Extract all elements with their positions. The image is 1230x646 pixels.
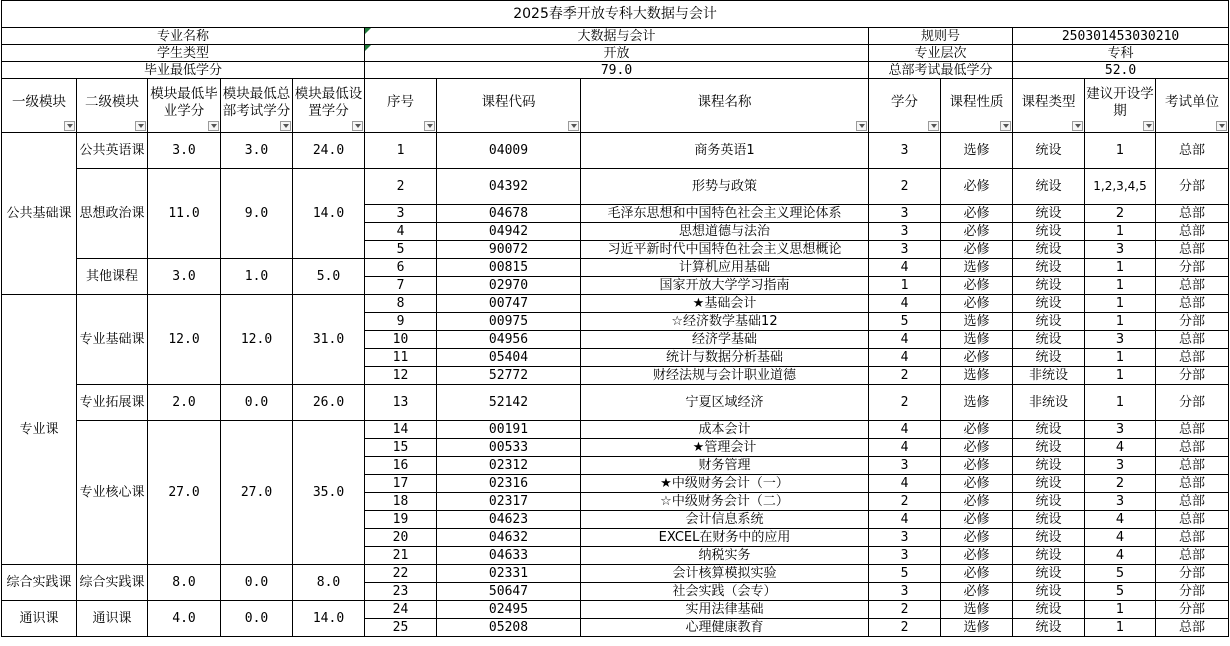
seq-cell[interactable]: 22 [365, 565, 437, 583]
course-name-cell[interactable]: 心理健康教育 [581, 619, 869, 637]
course-type-cell[interactable]: 统设 [1013, 493, 1085, 511]
exam-unit-cell[interactable]: 分部 [1156, 583, 1229, 601]
credit-cell[interactable]: 5 [869, 313, 941, 331]
exam-unit-cell[interactable]: 总部 [1156, 439, 1229, 457]
module-min-grad-cell[interactable]: 3.0 [148, 259, 221, 295]
exam-unit-cell[interactable]: 总部 [1156, 493, 1229, 511]
term-cell[interactable]: 4 [1085, 547, 1156, 565]
course-nature-cell[interactable]: 必修 [941, 223, 1013, 241]
course-code-cell[interactable]: 04956 [437, 331, 581, 349]
table-row [2, 421, 1229, 439]
credit-cell[interactable]: 3 [869, 529, 941, 547]
course-nature-cell[interactable]: 必修 [941, 493, 1013, 511]
seq-cell[interactable]: 11 [365, 349, 437, 367]
exam-unit-cell[interactable]: 总部 [1156, 349, 1229, 367]
course-code-cell[interactable]: 02317 [437, 493, 581, 511]
seq-cell[interactable]: 20 [365, 529, 437, 547]
course-type-cell[interactable]: 统设 [1013, 241, 1085, 259]
course-name-cell[interactable]: 宁夏区域经济 [581, 385, 869, 421]
module-min-hq-cell[interactable]: 27.0 [221, 421, 293, 565]
course-nature-cell[interactable]: 选修 [941, 133, 1013, 169]
course-code-cell[interactable]: 50647 [437, 583, 581, 601]
exam-unit-cell[interactable]: 总部 [1156, 619, 1229, 637]
level-label: 专业层次 [869, 45, 1013, 62]
table-row [2, 385, 1229, 421]
course-code-cell[interactable]: 02316 [437, 475, 581, 493]
course-code-cell[interactable]: 90072 [437, 241, 581, 259]
exam-unit-cell[interactable]: 总部 [1156, 295, 1229, 313]
filter-dropdown-icon[interactable] [352, 121, 363, 131]
course-name-cell[interactable]: 实用法律基础 [581, 601, 869, 619]
module-min-hq-cell[interactable]: 3.0 [221, 133, 293, 169]
course-name-cell[interactable]: 习近平新时代中国特色社会主义思想概论 [581, 241, 869, 259]
credit-cell[interactable]: 5 [869, 565, 941, 583]
exam-unit-cell[interactable]: 总部 [1156, 331, 1229, 349]
course-nature-cell[interactable]: 必修 [941, 295, 1013, 313]
filter-dropdown-icon[interactable] [1216, 121, 1227, 131]
course-code-cell[interactable]: 00747 [437, 295, 581, 313]
course-name-cell[interactable]: 社会实践（会专） [581, 583, 869, 601]
term-cell[interactable]: 4 [1085, 511, 1156, 529]
header-level2: 二级模块 [77, 79, 148, 133]
term-cell[interactable]: 3 [1085, 457, 1156, 475]
module-min-hq-cell[interactable]: 12.0 [221, 295, 293, 385]
exam-unit-cell[interactable]: 总部 [1156, 547, 1229, 565]
student-type-value[interactable]: 开放 [365, 45, 869, 62]
module-min-grad-cell[interactable]: 3.0 [148, 133, 221, 169]
course-nature-cell[interactable]: 必修 [941, 547, 1013, 565]
rule-label: 规则号 [869, 28, 1013, 45]
exam-unit-cell[interactable]: 总部 [1156, 421, 1229, 439]
filter-dropdown-icon[interactable] [135, 121, 146, 131]
exam-unit-cell[interactable]: 分部 [1156, 259, 1229, 277]
course-nature-cell[interactable]: 必修 [941, 529, 1013, 547]
term-cell[interactable]: 1 [1085, 619, 1156, 637]
module-min-hq-cell[interactable]: 0.0 [221, 385, 293, 421]
header-unit: 考试单位 [1156, 79, 1229, 133]
exam-unit-cell[interactable]: 总部 [1156, 475, 1229, 493]
term-cell[interactable]: 1 [1085, 277, 1156, 295]
module-min-hq-cell[interactable]: 1.0 [221, 259, 293, 295]
module-min-set-cell[interactable]: 26.0 [293, 385, 365, 421]
seq-cell[interactable]: 9 [365, 313, 437, 331]
course-name-cell[interactable]: 形势与政策 [581, 169, 869, 205]
header-term: 建议开设学期 [1085, 79, 1156, 133]
table-row [2, 601, 1229, 619]
course-type-cell[interactable]: 非统设 [1013, 367, 1085, 385]
hq-min-credit-value[interactable]: 52.0 [1013, 62, 1229, 79]
module-min-hq-cell[interactable]: 0.0 [221, 565, 293, 601]
seq-cell[interactable]: 10 [365, 331, 437, 349]
seq-cell[interactable]: 12 [365, 367, 437, 385]
course-nature-cell[interactable]: 必修 [941, 511, 1013, 529]
course-name-cell[interactable]: 财务管理 [581, 457, 869, 475]
course-nature-cell[interactable]: 必修 [941, 277, 1013, 295]
course-nature-cell[interactable]: 选修 [941, 313, 1013, 331]
seq-cell[interactable]: 8 [365, 295, 437, 313]
credit-cell[interactable]: 4 [869, 295, 941, 313]
exam-unit-cell[interactable]: 分部 [1156, 313, 1229, 331]
module-min-grad-cell[interactable]: 27.0 [148, 421, 221, 565]
course-code-cell[interactable]: 04942 [437, 223, 581, 241]
course-code-cell[interactable]: 04623 [437, 511, 581, 529]
credit-cell[interactable]: 4 [869, 475, 941, 493]
course-name-cell[interactable]: EXCEL在财务中的应用 [581, 529, 869, 547]
course-nature-cell[interactable]: 选修 [941, 385, 1013, 421]
table-row [2, 565, 1229, 583]
credit-cell[interactable]: 3 [869, 133, 941, 169]
seq-cell[interactable]: 17 [365, 475, 437, 493]
min-credit-label: 毕业最低学分 [2, 62, 365, 79]
filter-dropdown-icon[interactable] [1000, 121, 1011, 131]
course-nature-cell[interactable]: 选修 [941, 259, 1013, 277]
exam-unit-cell[interactable]: 分部 [1156, 367, 1229, 385]
exam-unit-cell[interactable]: 总部 [1156, 511, 1229, 529]
term-cell[interactable]: 4 [1085, 439, 1156, 457]
seq-cell[interactable]: 21 [365, 547, 437, 565]
term-cell[interactable]: 1,2,3,4,5 [1085, 169, 1156, 205]
level-value[interactable]: 专科 [1013, 45, 1229, 62]
course-nature-cell[interactable]: 必修 [941, 475, 1013, 493]
credit-cell[interactable]: 2 [869, 619, 941, 637]
course-type-cell[interactable]: 统设 [1013, 619, 1085, 637]
course-name-cell[interactable]: 纳税实务 [581, 547, 869, 565]
course-name-cell[interactable]: ★管理会计 [581, 439, 869, 457]
min-credit-value[interactable]: 79.0 [365, 62, 869, 79]
credit-cell[interactable]: 3 [869, 583, 941, 601]
course-type-cell[interactable]: 统设 [1013, 313, 1085, 331]
filter-dropdown-icon[interactable] [208, 121, 219, 131]
course-name-cell[interactable]: 会计信息系统 [581, 511, 869, 529]
course-code-cell[interactable]: 52142 [437, 385, 581, 421]
table-row [2, 295, 1229, 313]
filter-dropdown-icon[interactable] [568, 121, 579, 131]
major-value[interactable]: 大数据与会计 [365, 28, 869, 45]
term-cell[interactable]: 3 [1085, 331, 1156, 349]
rule-value[interactable]: 250301453030210 [1013, 28, 1229, 45]
seq-cell[interactable]: 1 [365, 133, 437, 169]
term-cell[interactable]: 1 [1085, 133, 1156, 169]
course-name-cell[interactable]: 国家开放大学学习指南 [581, 277, 869, 295]
module-min-grad-cell[interactable]: 11.0 [148, 169, 221, 259]
term-cell[interactable]: 1 [1085, 367, 1156, 385]
course-name-cell[interactable]: ★基础会计 [581, 295, 869, 313]
filter-dropdown-icon[interactable] [928, 121, 939, 131]
header-module-min-set: 模块最低设置学分 [293, 79, 365, 133]
term-cell[interactable]: 5 [1085, 583, 1156, 601]
credit-cell[interactable]: 2 [869, 385, 941, 421]
term-cell[interactable]: 1 [1085, 385, 1156, 421]
term-cell[interactable]: 1 [1085, 601, 1156, 619]
course-nature-cell[interactable]: 选修 [941, 619, 1013, 637]
course-name-cell[interactable]: 计算机应用基础 [581, 259, 869, 277]
course-nature-cell[interactable]: 必修 [941, 169, 1013, 205]
course-name-cell[interactable]: ★中级财务会计（一） [581, 475, 869, 493]
course-nature-cell[interactable]: 必修 [941, 457, 1013, 475]
term-cell[interactable]: 3 [1085, 421, 1156, 439]
term-cell[interactable]: 2 [1085, 475, 1156, 493]
seq-cell[interactable]: 18 [365, 493, 437, 511]
exam-unit-cell[interactable]: 总部 [1156, 133, 1229, 169]
credit-cell[interactable]: 4 [869, 349, 941, 367]
course-code-cell[interactable]: 04632 [437, 529, 581, 547]
course-type-cell[interactable]: 统设 [1013, 133, 1085, 169]
seq-cell[interactable]: 15 [365, 439, 437, 457]
student-type-label: 学生类型 [2, 45, 365, 62]
module-min-grad-cell[interactable]: 4.0 [148, 601, 221, 637]
level1-module-cell[interactable]: 公共基础课 [2, 133, 77, 295]
level2-module-cell[interactable]: 专业拓展课 [77, 385, 148, 421]
seq-cell[interactable]: 2 [365, 169, 437, 205]
credit-cell[interactable]: 3 [869, 223, 941, 241]
term-cell[interactable]: 2 [1085, 205, 1156, 223]
level2-module-cell[interactable]: 通识课 [77, 601, 148, 637]
course-nature-cell[interactable]: 必修 [941, 565, 1013, 583]
module-min-hq-cell[interactable]: 9.0 [221, 169, 293, 259]
course-type-cell[interactable]: 统设 [1013, 601, 1085, 619]
credit-cell[interactable]: 1 [869, 277, 941, 295]
course-type-cell[interactable]: 统设 [1013, 529, 1085, 547]
course-nature-cell[interactable]: 必修 [941, 349, 1013, 367]
header-type: 课程类型 [1013, 79, 1085, 133]
course-type-cell[interactable]: 统设 [1013, 457, 1085, 475]
level2-module-cell[interactable]: 思想政治课 [77, 169, 148, 259]
hq-min-credit-label: 总部考试最低学分 [869, 62, 1013, 79]
filter-dropdown-icon[interactable] [1143, 121, 1154, 131]
course-type-cell[interactable]: 统设 [1013, 295, 1085, 313]
course-nature-cell[interactable]: 必修 [941, 241, 1013, 259]
seq-cell[interactable]: 23 [365, 583, 437, 601]
course-name-cell[interactable]: 财经法规与会计职业道德 [581, 367, 869, 385]
module-min-set-cell[interactable]: 5.0 [293, 259, 365, 295]
course-type-cell[interactable]: 统设 [1013, 583, 1085, 601]
seq-cell[interactable]: 5 [365, 241, 437, 259]
term-cell[interactable]: 3 [1085, 493, 1156, 511]
exam-unit-cell[interactable]: 总部 [1156, 223, 1229, 241]
module-min-hq-cell[interactable]: 0.0 [221, 601, 293, 637]
course-code-cell[interactable]: 00975 [437, 313, 581, 331]
course-code-cell[interactable]: 05404 [437, 349, 581, 367]
course-name-cell[interactable]: 毛泽东思想和中国特色社会主义理论体系 [581, 205, 869, 223]
table-row [2, 133, 1229, 169]
module-min-set-cell[interactable]: 35.0 [293, 421, 365, 565]
course-nature-cell[interactable]: 必修 [941, 205, 1013, 223]
course-code-cell[interactable]: 00815 [437, 259, 581, 277]
course-type-cell[interactable]: 统设 [1013, 565, 1085, 583]
module-min-set-cell[interactable]: 14.0 [293, 169, 365, 259]
course-type-cell[interactable]: 统设 [1013, 511, 1085, 529]
exam-unit-cell[interactable]: 分部 [1156, 601, 1229, 619]
course-type-cell[interactable]: 统设 [1013, 259, 1085, 277]
header-name: 课程名称 [581, 79, 869, 133]
course-name-cell[interactable]: ☆中级财务会计（二） [581, 493, 869, 511]
module-min-set-cell[interactable]: 8.0 [293, 565, 365, 601]
course-code-cell[interactable]: 04633 [437, 547, 581, 565]
filter-dropdown-icon[interactable] [280, 121, 291, 131]
major-label: 专业名称 [2, 28, 365, 45]
level2-module-cell[interactable]: 综合实践课 [77, 565, 148, 601]
header-code: 课程代码 [437, 79, 581, 133]
seq-cell[interactable]: 25 [365, 619, 437, 637]
header-nature: 课程性质 [941, 79, 1013, 133]
credit-cell[interactable]: 3 [869, 547, 941, 565]
course-code-cell[interactable]: 04392 [437, 169, 581, 205]
seq-cell[interactable]: 13 [365, 385, 437, 421]
module-min-set-cell[interactable]: 24.0 [293, 133, 365, 169]
course-type-cell[interactable]: 统设 [1013, 439, 1085, 457]
exam-unit-cell[interactable]: 总部 [1156, 457, 1229, 475]
header-credit: 学分 [869, 79, 941, 133]
credit-cell[interactable]: 4 [869, 421, 941, 439]
level2-module-cell[interactable]: 专业基础课 [77, 295, 148, 385]
exam-unit-cell[interactable]: 分部 [1156, 385, 1229, 421]
course-type-cell[interactable]: 统设 [1013, 223, 1085, 241]
table-row [2, 259, 1229, 277]
credit-cell[interactable]: 4 [869, 511, 941, 529]
course-code-cell[interactable]: 02312 [437, 457, 581, 475]
credit-cell[interactable]: 4 [869, 259, 941, 277]
table-row [2, 169, 1229, 205]
term-cell[interactable]: 1 [1085, 349, 1156, 367]
credit-cell[interactable]: 3 [869, 205, 941, 223]
level2-module-cell[interactable]: 其他课程 [77, 259, 148, 295]
course-code-cell[interactable]: 04678 [437, 205, 581, 223]
course-type-cell[interactable]: 统设 [1013, 475, 1085, 493]
filter-dropdown-icon[interactable] [424, 121, 435, 131]
course-nature-cell[interactable]: 选修 [941, 367, 1013, 385]
seq-cell[interactable]: 14 [365, 421, 437, 439]
level2-module-cell[interactable]: 公共英语课 [77, 133, 148, 169]
course-name-cell[interactable]: 会计核算模拟实验 [581, 565, 869, 583]
exam-unit-cell[interactable]: 总部 [1156, 529, 1229, 547]
seq-cell[interactable]: 6 [365, 259, 437, 277]
course-code-cell[interactable]: 52772 [437, 367, 581, 385]
course-code-cell[interactable]: 04009 [437, 133, 581, 169]
level1-module-cell[interactable]: 通识课 [2, 601, 77, 637]
course-type-cell[interactable]: 统设 [1013, 205, 1085, 223]
credit-cell[interactable]: 2 [869, 601, 941, 619]
course-name-cell[interactable]: 思想道德与法治 [581, 223, 869, 241]
course-code-cell[interactable]: 02331 [437, 565, 581, 583]
credit-cell[interactable]: 2 [869, 367, 941, 385]
course-code-cell[interactable]: 02495 [437, 601, 581, 619]
course-name-cell[interactable]: 统计与数据分析基础 [581, 349, 869, 367]
seq-cell[interactable]: 4 [365, 223, 437, 241]
header-module-min-grad: 模块最低毕业学分 [148, 79, 221, 133]
credit-cell[interactable]: 2 [869, 169, 941, 205]
course-type-cell[interactable]: 统设 [1013, 169, 1085, 205]
level1-module-cell[interactable]: 专业课 [2, 295, 77, 565]
credit-cell[interactable]: 4 [869, 331, 941, 349]
course-name-cell[interactable]: 商务英语1 [581, 133, 869, 169]
table-title: 2025春季开放专科大数据与会计 [2, 1, 1229, 28]
term-cell[interactable]: 1 [1085, 313, 1156, 331]
course-code-cell[interactable]: 00191 [437, 421, 581, 439]
course-nature-cell[interactable]: 必修 [941, 583, 1013, 601]
header-seq: 序号 [365, 79, 437, 133]
level1-module-cell[interactable]: 综合实践课 [2, 565, 77, 601]
filter-dropdown-icon[interactable] [1072, 121, 1083, 131]
seq-cell[interactable]: 24 [365, 601, 437, 619]
module-min-grad-cell[interactable]: 8.0 [148, 565, 221, 601]
course-type-cell[interactable]: 统设 [1013, 547, 1085, 565]
seq-cell[interactable]: 19 [365, 511, 437, 529]
credit-cell[interactable]: 4 [869, 439, 941, 457]
seq-cell[interactable]: 3 [365, 205, 437, 223]
course-code-cell[interactable]: 00533 [437, 439, 581, 457]
filter-dropdown-icon[interactable] [856, 121, 867, 131]
exam-unit-cell[interactable]: 分部 [1156, 169, 1229, 205]
exam-unit-cell[interactable]: 总部 [1156, 277, 1229, 295]
curriculum-table [1, 0, 1229, 637]
header-module-min-hq: 模块最低总部考试学分 [221, 79, 293, 133]
term-cell[interactable]: 4 [1085, 529, 1156, 547]
course-type-cell[interactable]: 统设 [1013, 349, 1085, 367]
term-cell[interactable]: 5 [1085, 565, 1156, 583]
course-name-cell[interactable]: ☆经济数学基础12 [581, 313, 869, 331]
course-type-cell[interactable]: 统设 [1013, 331, 1085, 349]
course-code-cell[interactable]: 05208 [437, 619, 581, 637]
course-nature-cell[interactable]: 选修 [941, 601, 1013, 619]
course-nature-cell[interactable]: 必修 [941, 421, 1013, 439]
module-min-set-cell[interactable]: 14.0 [293, 601, 365, 637]
filter-dropdown-icon[interactable] [64, 121, 75, 131]
term-cell[interactable]: 1 [1085, 295, 1156, 313]
exam-unit-cell[interactable]: 总部 [1156, 205, 1229, 223]
module-min-grad-cell[interactable]: 12.0 [148, 295, 221, 385]
course-type-cell[interactable]: 统设 [1013, 277, 1085, 295]
course-type-cell[interactable]: 统设 [1013, 421, 1085, 439]
exam-unit-cell[interactable]: 分部 [1156, 565, 1229, 583]
course-nature-cell[interactable]: 必修 [941, 439, 1013, 457]
course-name-cell[interactable]: 经济学基础 [581, 331, 869, 349]
term-cell[interactable]: 1 [1085, 259, 1156, 277]
course-code-cell[interactable]: 02970 [437, 277, 581, 295]
course-name-cell[interactable]: 成本会计 [581, 421, 869, 439]
module-min-grad-cell[interactable]: 2.0 [148, 385, 221, 421]
header-level1: 一级模块 [2, 79, 77, 133]
exam-unit-cell[interactable]: 总部 [1156, 241, 1229, 259]
credit-cell[interactable]: 3 [869, 457, 941, 475]
level2-module-cell[interactable]: 专业核心课 [77, 421, 148, 565]
seq-cell[interactable]: 7 [365, 277, 437, 295]
credit-cell[interactable]: 3 [869, 241, 941, 259]
credit-cell[interactable]: 2 [869, 493, 941, 511]
course-nature-cell[interactable]: 选修 [941, 331, 1013, 349]
seq-cell[interactable]: 16 [365, 457, 437, 475]
course-type-cell[interactable]: 非统设 [1013, 385, 1085, 421]
module-min-set-cell[interactable]: 31.0 [293, 295, 365, 385]
term-cell[interactable]: 1 [1085, 223, 1156, 241]
term-cell[interactable]: 3 [1085, 241, 1156, 259]
